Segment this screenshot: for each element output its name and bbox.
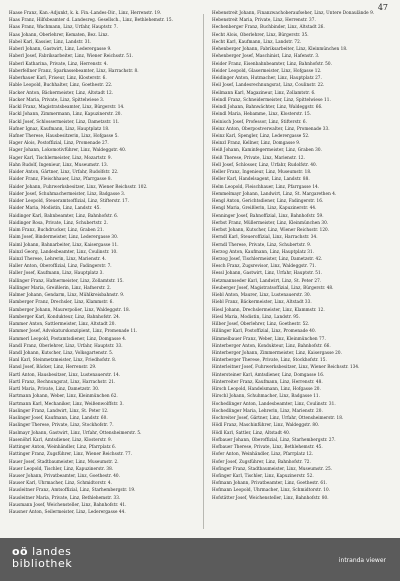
- directory-entry: Haberl Katharina, Private, Linz, Herrenstr. 4.: [9, 60, 108, 66]
- directory-entry: Hiesl Maria, Modistin, Linz, Landstr. 95.: [212, 313, 301, 319]
- directory-entry: Hofer Josef, Zugsführer, Linz, Bahnhofstr. 72.: [212, 458, 311, 464]
- directory-entry: Heider Franz, Eisenbahnbeamter, Linz, Bahnhofstr. 50.: [212, 60, 332, 66]
- logo-text-bibliothek: bibliothek: [12, 557, 73, 570]
- directory-entry: Heinz Karl, Spengler, Linz, Lederergasse 52.: [212, 132, 310, 138]
- directory-entry: Haas Franz, Hilfsbeamter d. Landesreg. Gesellsch., Linz, Bethlehemstr. 15.: [9, 17, 173, 23]
- directory-entry: Heinz Anton, Oberpostverwalter, Linz, Promenade 33.: [212, 125, 330, 131]
- directory-entry: Hartl Maria, Private, Linz, Dametzstr. 30.: [9, 386, 100, 392]
- directory-entry: Hafner Therese, Hausbesitzerin, Linz, Hofgasse 5.: [9, 132, 119, 138]
- directory-entry: Haider Franz, Fleischhauer, Linz, Pfarrgasse 8.: [9, 176, 112, 182]
- directory-entry: Haidinger Rosa, Private, Linz, Schubertstr. 2.: [9, 219, 108, 225]
- directory-entry: Hacker Maria, Private, Linz, Spittelwiese 3.: [9, 96, 105, 102]
- directory-entry: Hofinger Karl, Tischler, Linz, Kapuzinerstr. 52.: [212, 473, 314, 478]
- directory-entry: Hell Josef, Schlosser, Linz, Urfahr, Rudolfstr. 40.: [212, 161, 318, 167]
- logo-text-landes: landes: [28, 545, 72, 558]
- directory-entry: Hammerl Leopold, Postamtsdiener, Linz, Domgasse 4.: [9, 335, 127, 341]
- directory-entry: Hainzl Therese, Lehrerin, Linz, Marienstr. 4.: [9, 255, 107, 261]
- directory-entry: Haider Maria, Modistin, Linz, Landstr. 45.: [9, 205, 101, 211]
- directory-entry: Hahn Rudolf, Ingenieur, Linz, Museumstr. 13.: [9, 161, 109, 167]
- right-column: [212, 10, 390, 502]
- directory-entry: Herbst Franz, Müllermeister, Linz, Kleinmünchen 30.: [212, 219, 329, 225]
- directory-entry: Hamberger Franz, Drechsler, Linz, Klammstr. 6.: [9, 299, 114, 305]
- directory-entry: Heindl Franz, Schneidermeister, Linz, Spittelwiese 11.: [212, 96, 331, 102]
- directory-entry: Heil Josef, Landesrechnungsrat, Linz, Coulinstr. 22.: [212, 82, 325, 88]
- directory-entry: Hinterleitner Josef, Fuhrwerksbesitzer, Linz, Wiener Reichsstr. 134.: [212, 364, 360, 370]
- directory-entry: Haas Franz, Wachmann, Linz, Urfahr, Hauptstr. 7.: [9, 24, 118, 30]
- library-logo[interactable]: [12, 546, 72, 570]
- directory-entry: Hochreiter Josef, Gärtner, Linz, Urfahr, Ottensheimerstr. 18.: [212, 415, 344, 421]
- directory-entry: Heidinger Anton, Hutmacher, Linz, Hauptplatz 27.: [212, 75, 322, 81]
- directory-entry: Heller Franz, Ingenieur, Linz, Museumstr. 18.: [212, 169, 312, 175]
- directory-entry: Hauser Johann, Privatbeamter, Linz, Goethestr. 40.: [9, 473, 121, 478]
- directory-entry: Haberl Josef, Fabriksarbeiter, Linz, Wiener Reichsstr. 51.: [9, 53, 134, 59]
- directory-entry: Hamberger Johann, Maurerpolier, Linz, Waldeggstr. 18.: [9, 306, 131, 312]
- directory-entry: Handl Johann, Kutscher, Linz, Volksgartenstr. 5.: [9, 350, 114, 356]
- viewer-footer: [0, 538, 400, 581]
- directory-entry: Hartl Anton, Hausbesitzer, Linz, Lustenauerstr. 14.: [9, 371, 121, 377]
- directory-entry: Hauer Josef, Stadtbaumeister, Linz, Museumstr. 2.: [9, 458, 119, 464]
- directory-entry: Hecht Karl, Kaufmann, Linz, Landstr. 72.: [212, 38, 302, 44]
- directory-entry: Hochedlinger Anton, Landesbeamter, Linz, Coulinstr. 31.: [212, 400, 336, 406]
- directory-entry: Haberfellner Franz, Sparkassebeamter, Linz, Harrachstr. 8.: [9, 67, 139, 73]
- directory-entry: Hainzl Georg, Landesbeamter, Linz, Coulinstr. 10.: [9, 248, 118, 254]
- directory-entry: Heuberger Josef, Magistratsoffizial, Linz, Bürgerstr. 48.: [212, 284, 334, 290]
- directory-entry: Herndl Therese, Private, Linz, Schubertstr. 9.: [212, 241, 312, 247]
- directory-entry: Hetzmannseder Karl, Landwirt, Linz, St. Peter 27.: [212, 277, 322, 283]
- directory-entry: Hanl Karl, Steinmetzmeister, Linz, Friedhofstr. 8.: [9, 357, 117, 363]
- directory-entry: Haller Anton, Oberoffizial, Linz, Fadingerstr. 7.: [9, 263, 112, 269]
- directory-entry: Herzog Josef, Tischlermeister, Linz, Dametzstr. 42.: [212, 255, 323, 261]
- directory-entry: Heindl Johann, Bahnwächter, Linz, Waldeggstr. 66.: [212, 104, 323, 110]
- directory-entry: Haim Josef, Bindermeister, Linz, Lederergasse 30.: [9, 234, 119, 240]
- directory-entry: Hackl Johann, Zimmermann, Linz, Kapuzinerstr. 20.: [9, 111, 122, 117]
- directory-entry: Hinterberger Therese, Private, Linz, Stockhofstr. 15.: [212, 357, 327, 363]
- directory-entry: Hessl Johann, Gastwirt, Linz, Urfahr, Hauptstr. 51.: [212, 270, 323, 276]
- directory-entry: Haas Johann, Oberlehrer, Kematen, Bez. Linz.: [9, 31, 109, 37]
- directory-entry: Hamberger Karl, Kondukteur, Linz, Bahnhofstr. 24.: [9, 313, 121, 319]
- directory-entry: Haider Anton, Gärtner, Linz, Urfahr, Rudolfstr. 22.: [9, 169, 119, 175]
- directory-entry: Hinterberger Anton, Kondukteur, Linz, Bahnhofstr. 66.: [212, 342, 331, 348]
- directory-entry: Henninger Josef, Bahnoffizial, Linz, Bahnhofstr. 59.: [212, 212, 324, 218]
- directory-entry: Heindl Maria, Hebamme, Linz, Klosterstr. 15.: [212, 111, 312, 117]
- logo-text-oo: oö: [12, 545, 29, 558]
- directory-entry: Haider Leopold, Steueramtsoffizial, Linz, Stifterstr. 17.: [9, 198, 129, 204]
- directory-entry: Herndl Karl, Steueroffizial, Linz, Harrachstr. 34.: [212, 234, 318, 240]
- directory-entry: Hengl Maria, Greißlerin, Linz, Kapuzinerstr. 44.: [212, 205, 317, 211]
- directory-entry: Haiml Johann, Bahnarbeiter, Linz, Kaisergasse 11.: [9, 241, 119, 247]
- directory-entry: Hammer Anton, Sattlermeister, Linz, Altstadt 20.: [9, 321, 116, 327]
- directory-entry: Hehenberger Josef, Maschinist, Linz, Hafenstr. 3.: [212, 53, 320, 59]
- directory-entry: Heider Leopold, Glasermeister, Linz, Hofgasse 12.: [212, 67, 322, 73]
- directory-entry: Hinterberger Johann, Zimmermeister, Linz, Kaisergasse 20.: [212, 350, 342, 356]
- directory-entry: Hödl Karl, Sattler, Linz, Altstadt 40.: [212, 429, 291, 435]
- directory-entry: Hebenstreit Maria, Private, Linz, Herrenstr. 37.: [212, 17, 316, 23]
- directory-entry: Hödl Franz, Maschinführer, Linz, Waldeggstr. 80.: [212, 422, 320, 428]
- left-column: [9, 10, 187, 516]
- directory-entry: Hiebl Anton, Maurer, Linz, Lustenauerstr. 30.: [212, 292, 312, 298]
- directory-entry: Hiesl Johann, Drechslermeister, Linz, Klammstr. 12.: [212, 306, 325, 312]
- directory-entry: Hackl Franz, Magistratsbeamter, Linz, Bürgerstr. 14.: [9, 104, 125, 110]
- directory-entry: Herbst Johann, Kutscher, Linz, Wiener Reichsstr. 120.: [212, 227, 330, 233]
- directory-entry: Hackl Josef, Schlossermeister, Linz, Dametzstr. 11.: [9, 118, 120, 124]
- directory-entry: Haslinger Therese, Private, Linz, Stockhofstr. 7.: [9, 422, 114, 428]
- directory-entry: Hattinger Anton, Weinhändler, Linz, Pfarrplatz 6.: [9, 444, 117, 450]
- directory-entry: Hallinger Franz, Hafnermeister, Linz, Zollamtstr. 15.: [9, 277, 124, 283]
- directory-entry: Hager Johann, Lokomotivführer, Linz, Waldeggstr. 40.: [9, 147, 127, 153]
- directory-entry: Hofmann Johann, Privatbeamter, Linz, Goethestr. 61.: [212, 480, 328, 486]
- directory-entry: Hofinger Franz, Stadtbaumeister, Linz, Museumstr. 25.: [212, 465, 333, 471]
- directory-entry: Haider Johann, Fuhrwerksbesitzer, Linz, Wiener Reichsstr. 102.: [9, 183, 148, 189]
- directory-entry: Hiebl Franz, Bäckermeister, Linz, Altstadt 33.: [212, 299, 312, 305]
- directory-entry: Halmer Johann, Gendarm, Linz, Mühlkreisbahnstr. 9.: [9, 292, 125, 298]
- directory-entry: Himmelbauer Franz, Weber, Linz, Kleinmünchen 77.: [212, 335, 326, 341]
- directory-entry: Hattinger Franz, Zugsführer, Linz, Wiener Reichsstr. 77.: [9, 451, 132, 457]
- directory-entry: Hirschl Johann, Schuhmacher, Linz, Badgasse 11.: [212, 393, 321, 399]
- directory-entry: Hallinger Maria, Greißlerin, Linz, Hafnerstr. 2.: [9, 284, 112, 290]
- directory-entry: Haslinger Josef, Kaufmann, Linz, Landstr. 60.: [9, 415, 108, 421]
- directory-entry: Haslinger Franz, Landwirt, Linz, St. Peter 12.: [9, 407, 109, 413]
- directory-entry: Hillinger Karl, Postoffizial, Linz, Promenade 40.: [212, 328, 317, 334]
- directory-entry: Haller Josef, Kaufmann, Linz, Hauptplatz 3.: [9, 270, 104, 276]
- directory-entry: Hafner Ignaz, Kaufmann, Linz, Hauptplatz 18.: [9, 125, 110, 131]
- directory-entry: Hammer Josef, Advokaturskonzipient, Linz, Promenade 11.: [9, 328, 138, 334]
- directory-entry: Hofbauer Johann, Oberoffizial, Linz, Starhembergstr. 27.: [212, 436, 336, 442]
- directory-entry: Hehenberger Johann, Fabriksarbeiter, Linz, Kleinmünchen 18.: [212, 46, 348, 52]
- directory-entry: Hemmelmayr Johann, Landwirt, Linz, St. Margarethen 4.: [212, 190, 337, 196]
- directory-entry: Hirsch Leopold, Handelsmann, Linz, Hofgasse 20.: [212, 386, 321, 392]
- directory-entry: Hengl Anton, Gerichtsdiener, Linz, Fadingerstr. 16.: [212, 198, 324, 204]
- directory-entry: Hintersteiner Karl, Amtsdiener, Linz, Domgasse 16.: [212, 371, 325, 377]
- directory-entry: Hartmann Johann, Weber, Linz, Kleinmünchen 62.: [9, 393, 118, 399]
- directory-entry: Herzog Anton, Kaufmann, Linz, Hauptplatz 31.: [212, 248, 315, 254]
- directory-entry: Haberl Johann, Gastwirt, Linz, Lederergasse 9.: [9, 46, 112, 52]
- directory-entry: Hartmann Karl, Mechaniker, Linz, Weißenwolffstr. 3.: [9, 400, 124, 406]
- directory-entry: Hausmann Josef, Weichensteller, Linz, Bahnhofstr. 41.: [9, 501, 127, 507]
- directory-entry: Hable Leopold, Buchhalter, Linz, Goethestr. 22.: [9, 82, 113, 88]
- directory-entry: Hausleitner Maria, Private, Linz, Bethlehemstr. 33.: [9, 494, 121, 500]
- directory-entry: Hartl Franz, Rechnungsrat, Linz, Harrachstr. 21.: [9, 378, 116, 384]
- directory-entry: Hofstätter Josef, Weichensteller, Linz, Bahnhofstr. 80.: [212, 494, 329, 500]
- directory-entry: Hofmann Leopold, Uhrmacher, Linz, Schmidtorstr. 10.: [212, 487, 331, 493]
- directory-entry: Hausner Anton, Seilermeister, Linz, Lederergasse 44.: [9, 509, 126, 515]
- directory-entry: Hofer Anton, Weinhändler, Linz, Pfarrplatz 12.: [212, 451, 314, 457]
- directory-entry: Hacker Anton, Bäckermeister, Linz, Altstadt 12.: [9, 89, 114, 95]
- directory-entry: Hechenberger Franz, Buchbinder, Linz, Altstadt 26.: [212, 24, 325, 30]
- directory-entry: Haider Josef, Schuhmachermeister, Linz, Badgasse 3.: [9, 190, 126, 196]
- directory-entry: Heinzl Franz, Kellner, Linz, Domgasse 9.: [212, 140, 301, 146]
- directory-entry: Heller Karl, Handelsagent, Linz, Landstr. 88.: [212, 176, 310, 182]
- directory-entry: Heilmann Karl, Magazineur, Linz, Zollamtstr. 6.: [212, 89, 316, 95]
- directory-entry: Heiß Therese, Private, Linz, Marienstr. 12.: [212, 154, 306, 160]
- directory-entry: Helm Leopold, Fleischhauer, Linz, Pfarrgasse 14.: [212, 183, 320, 189]
- directory-entry: Haase Franz, Kan.-Adjunkt, k. k. Fin.-Landes-Dir., Linz, Herrenstr. 19.: [9, 10, 162, 15]
- directory-entry: Hauer Leopold, Tischler, Linz, Kapuzinerstr. 38.: [9, 465, 114, 471]
- directory-entry: Haidinger Karl, Bahnbeamter, Linz, Bahnhofstr. 6.: [9, 212, 119, 218]
- directory-entry: Hecht Alois, Oberlehrer, Linz, Bürgerstr. 35.: [212, 31, 309, 37]
- directory-entry: Hofbauer Therese, Private, Linz, Bethlehemstr. 45.: [212, 444, 323, 450]
- directory-entry: Haim Franz, Buchdrucker, Linz, Graben 21.: [9, 227, 104, 233]
- directory-entry: Hebenstreit Johann, Finanzwachoberaufseher, Linz, Untere Donaulände 9.: [212, 10, 375, 15]
- directory-entry: Hansl Josef, Bäcker, Linz, Herrenstr. 29.: [9, 364, 97, 370]
- column-divider: [203, 14, 204, 529]
- directory-entry: Hager Karl, Tischlermeister, Linz, Mozartstr. 9.: [9, 154, 113, 160]
- directory-entry: Hilber Josef, Oberlehrer, Linz, Goethestr. 52.: [212, 321, 310, 327]
- directory-entry: Haberhauer Karl, Friseur, Linz, Klosterstr. 6.: [9, 75, 107, 81]
- directory-entry: Heinisch Josef, Professor, Linz, Stifterstr. 6.: [212, 118, 307, 124]
- directory-entry: Hinterreiter Franz, Kaufmann, Linz, Herrenstr. 48.: [212, 378, 323, 384]
- directory-entry: Hochedlinger Maria, Lehrerin, Linz, Marienstr. 20.: [212, 407, 323, 413]
- directory-entry: Handl Franz, Oberlehrer, Linz, Urfahr, Hauptstr. 33.: [9, 342, 123, 348]
- intranda-viewer-link[interactable]: intranda viewer: [338, 557, 386, 564]
- directory-entry: Habel Karl, Kassier, Linz, Landstr. 31.: [9, 38, 92, 44]
- directory-entry: Hasenöhrl Karl, Amtsdiener, Linz, Klosterstr. 9.: [9, 436, 113, 442]
- directory-entry: Hausleitner Franz, Amtsoffizial, Linz, Starhembergstr. 19.: [9, 487, 136, 493]
- page-number: 47: [377, 3, 388, 12]
- directory-entry: Haslmayr Johann, Gastwirt, Linz, Urfahr, Ottensheimerstr. 5.: [9, 429, 142, 435]
- directory-entry: Hauser Karl, Uhrmacher, Linz, Schmidtorstr. 4.: [9, 480, 112, 486]
- directory-entry: Hesch Franz, Zugsrevisor, Linz, Waldeggstr. 71.: [212, 263, 317, 269]
- directory-entry: Hager Alois, Postoffizial, Linz, Promenade 27.: [9, 140, 109, 146]
- directory-entry: Heiß Johann, Kaminfegermeister, Linz, Graben 30.: [212, 147, 322, 153]
